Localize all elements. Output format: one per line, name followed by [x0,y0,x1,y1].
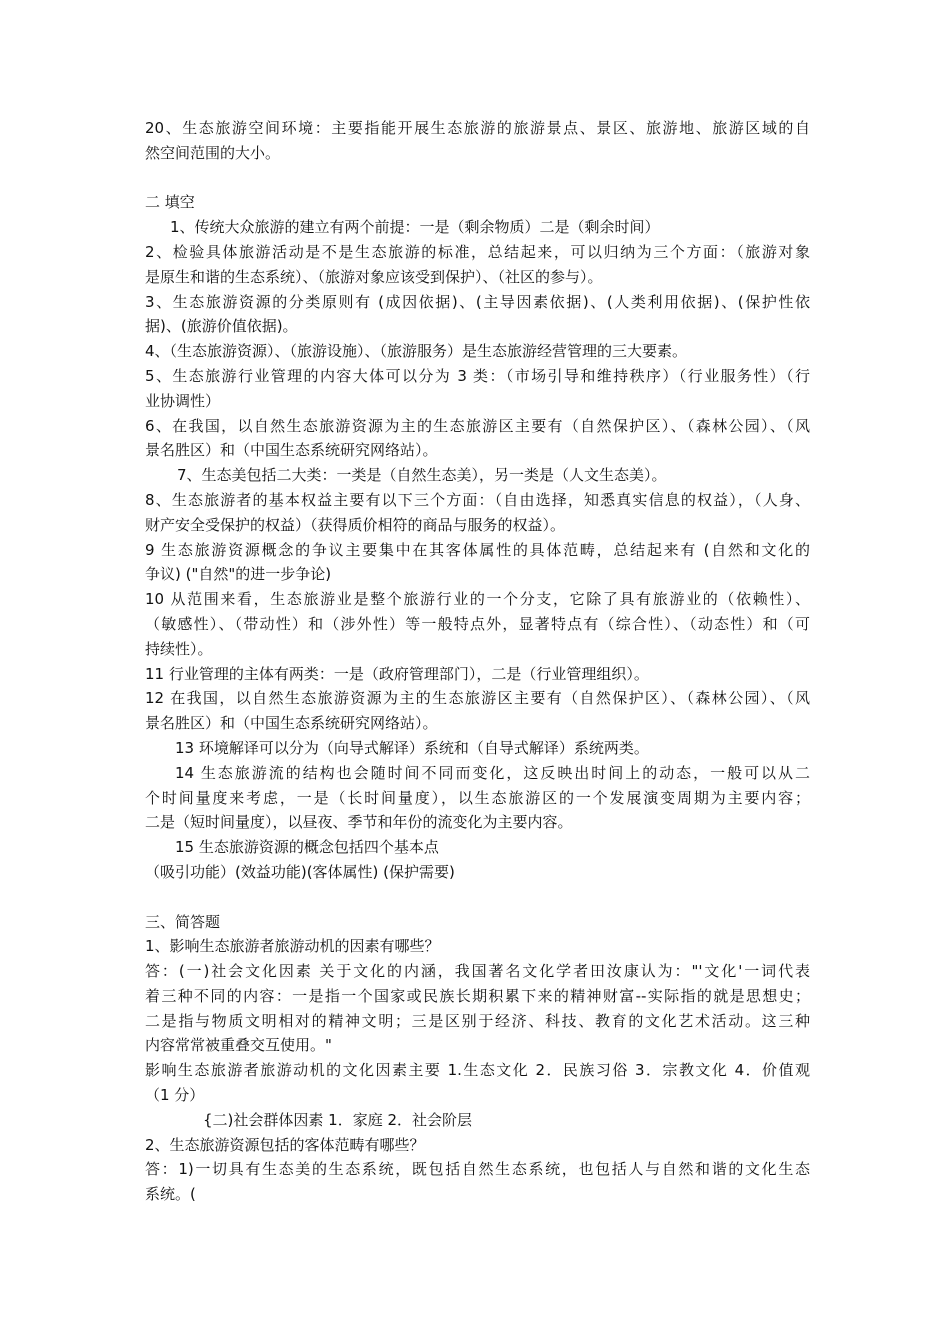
text-line: 二是（短时间量度），以昼夜、季节和年份的流变化为主要内容。 [145,813,573,832]
question-line: 1、影响生态旅游者旅游动机的因素有哪些？ [145,937,440,956]
text-line: 着三种不同的内容：一是指一个国家或民族长期积累下来的精神财富--实际指的就是思想史； [145,986,810,1005]
text-line: 然空间范围的大小。 [145,143,281,162]
blank-line [145,166,810,191]
text-line: 二是指与物质文明相对的精神文明；三是区别于经济、科技、教育的文化艺术活动。这三种 [145,1011,810,1030]
text-line: 6、在我国，以自然生态旅游资源为主的生态旅游区主要有（自然保护区）、（森林公园）、（风 [145,416,810,435]
text-line: 14 生态旅游流的结构也会随时间不同而变化，这反映出时间上的动态，一般可以从二 [175,763,810,782]
text-line: 4、（生态旅游资源）、（旅游设施）、（旅游服务）是生态旅游经营管理的三大要素。 [145,342,688,361]
text-line: 答：(一)社会文化因素 关于文化的内涵，我国著名文化学者田汝康认为："'文化'一词代表 [145,962,810,981]
text-line: 11 行业管理的主体有两类：一是（政府管理部门），二是（行业管理组织）。 [145,664,649,683]
section-heading: 三、简答题 [145,912,221,931]
text-line: 5、生态旅游行业管理的内容大体可以分为 3 类：（市场引导和维持秩序）（行业服务性）（行 [145,366,810,385]
text-line: 内容常常被重叠交互使用。" [145,1036,332,1055]
text-line: 15 生态旅游资源的概念包括四个基本点 [175,838,439,857]
text-line: 9 生态旅游资源概念的争议主要集中在其客体属性的具体范畴，总结起来有 (自然和文化的 [145,540,810,559]
text-line: 据)、(旅游价值依据)。 [145,317,298,336]
text-line: （1 分） [145,1086,205,1105]
text-line: （敏感性）、（带动性）和（涉外性）等一般特点外，显著特点有（综合性）、（动态性）和（可 [145,614,810,633]
text-line: 个时间量度来考虑，一是（长时间量度），以生态旅游区的一个发展演变周期为主要内容； [145,788,810,807]
text-line: 持续性）。 [145,639,213,658]
text-line: 20、生态旅游空间环境：主要指能开展生态旅游的旅游景点、景区、旅游地、旅游区域的自 [145,119,810,137]
text-line: 是原生和谐的生态系统）、（旅游对象应该受到保护）、（社区的参与）。 [145,267,603,286]
text-line: 答：1)一切具有生态美的生态系统，既包括自然生态系统，也包括人与自然和谐的文化生态 [145,1160,810,1179]
document-page [145,116,810,1207]
text-line: 景名胜区）和（中国生态系统研究网络站）。 [145,441,438,460]
text-line: 系统。( [145,1185,196,1204]
text-line: 景名胜区）和（中国生态系统研究网络站）。 [145,714,438,733]
text-line: 12 在我国，以自然生态旅游资源为主的生态旅游区主要有（自然保护区）、（森林公园）、（风 [145,689,810,708]
blank-line [145,885,810,910]
text-line: （吸引功能）(效益功能)(客体属性) (保护需要) [145,862,455,881]
text-line: 3、生态旅游资源的分类原则有 (成因依据)、(主导因素依据)、(人类利用依据)、(保护性依 [145,292,810,311]
text-line: 13 环境解译可以分为（向导式解译）系统和（自导式解译）系统两类。 [175,738,649,757]
text-line: 影响生态旅游者旅游动机的文化因素主要 1.生态文化 2．民族习俗 3．宗教文化 4．价值观 [145,1061,810,1080]
text-line: 2、检验具体旅游活动是不是生态旅游的标准，总结起来，可以归纳为三个方面：（旅游对象 [145,242,810,261]
question-line: 2、生态旅游资源包括的客体范畴有哪些？ [145,1135,425,1154]
text-line: 争议) ("自然"的进一步争论) [145,565,332,584]
section-heading: 二 填空 [145,193,195,212]
text-line: 业协调性） [145,391,221,410]
text-line: 财产安全受保护的权益）（获得质价相符的商品与服务的权益）。 [145,515,566,534]
text-line: 7、生态美包括二大类：一类是（自然生态美），另一类是（人文生态美）。 [177,466,667,485]
text-line: 8、生态旅游者的基本权益主要有以下三个方面：（自由选择，知悉真实信息的权益），（人身、 [145,490,810,509]
text-line: 10 从范围来看，生态旅游业是整个旅游行业的一个分支，它除了具有旅游业的（依赖性）、 [145,590,810,609]
text-line: 1、传统大众旅游的建立有两个前提：一是（剩余物质）二是（剩余时间） [170,218,660,237]
text-line: {二)社会群体因素 1．家庭 2．社会阶层 [203,1110,473,1129]
